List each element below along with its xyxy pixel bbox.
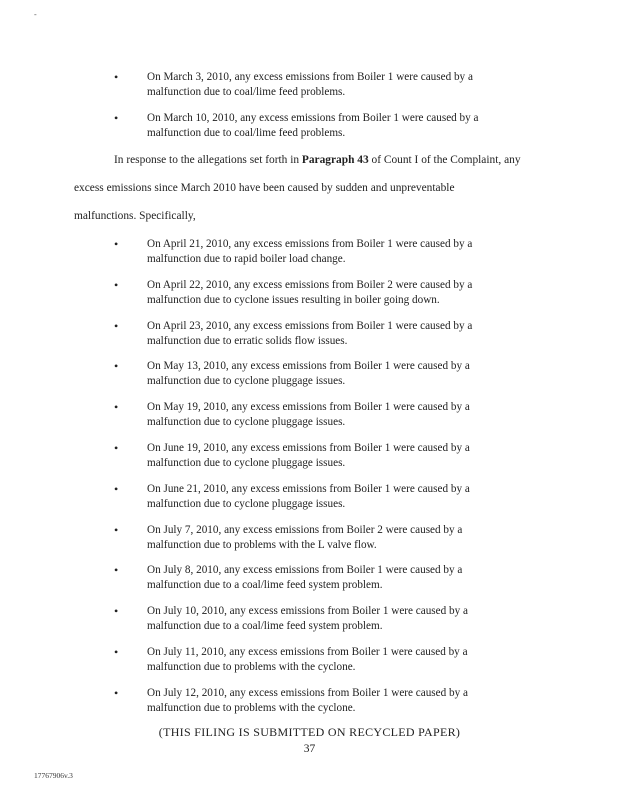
list-item-line: On July 7, 2010, any excess emissions from Boiler 2 were caused by a [147,523,463,536]
corner-mark: - [34,10,37,19]
list-item-text [147,686,517,716]
page-number: 37 [303,743,316,755]
bullet-icon: • [114,359,119,374]
list-item-text [147,237,517,267]
list-item [0,400,619,441]
list-item-text [147,482,517,512]
list-item-line: malfunction due to a coal/lime feed system problem. [147,579,383,592]
list-item [0,604,619,645]
list-item-line: On July 11, 2010, any excess emissions from Boiler 1 were caused by a [147,645,468,658]
list-item-text [147,400,517,430]
list-item-line: On July 8, 2010, any excess emissions from Boiler 1 were caused by a [147,564,463,577]
list-item [0,482,619,523]
list-item-line: On April 22, 2010, any excess emissions from Boiler 2 were caused by a [147,278,473,291]
paragraph-line: malfunctions. Specifically, [74,210,196,222]
list-item-line: On June 19, 2010, any excess emissions from Boiler 1 were caused by a [147,441,470,454]
bullet-icon: • [114,644,119,659]
list-item-line: malfunction due to rapid boiler load change. [147,253,346,265]
bullet-icon: • [114,522,119,537]
list-item-text [147,563,517,593]
bullet-icon: • [114,604,119,619]
list-item-line: On July 10, 2010, any excess emissions from Boiler 1 were caused by a [147,605,468,618]
list-item-line: malfunction due to coal/lime feed problems. [147,126,346,139]
bullet-icon: • [114,277,119,292]
list-item-text [147,70,517,100]
list-item-line: malfunction due to cyclone pluggage issues. [147,497,346,510]
list-item [0,563,619,604]
paragraph-text: of Count I of the Complaint, any [368,154,521,166]
list-item-line: malfunction due to cyclone pluggage issues. [147,416,346,429]
footer-recycled-notice: (THIS FILING IS SUBMITTED ON RECYCLED PAPER) [158,725,461,739]
list-item-line: malfunction due to cyclone pluggage issues. [147,456,346,469]
list-item [0,70,619,111]
paragraph-line [74,153,544,168]
list-item [0,441,619,482]
list-item [0,359,619,400]
paragraph-text: In response to the allegations set forth in [114,154,302,166]
list-item-line: On May 19, 2010, any excess emissions from Boiler 1 were caused by a [147,401,470,414]
list-item-text [147,359,517,389]
bullet-icon: • [114,70,119,84]
bullet-icon: • [114,685,119,700]
list-item-line: malfunction due to problems with the L valve flow. [147,538,377,551]
bullet-list-march [0,70,619,152]
list-item-line: On April 21, 2010, any excess emissions from Boiler 1 were caused by a [147,238,473,250]
document-id: 17767906v.3 [34,771,73,780]
bullet-icon: • [114,318,119,333]
list-item-line: malfunction due to erratic solids flow issues. [147,334,348,347]
list-item-text [147,111,517,141]
list-item [0,645,619,686]
bullet-icon: • [114,481,119,496]
list-item-line: malfunction due to coal/lime feed problems. [147,86,346,98]
list-item [0,237,619,278]
paragraph-reference: Paragraph 43 [301,154,369,166]
list-item-line: On March 10, 2010, any excess emissions from Boiler 1 were caused by a [147,111,479,124]
paragraph-line: excess emissions since March 2010 have been caused by sudden and unpreventable [74,182,455,194]
list-item-text [147,441,517,471]
list-item-line: malfunction due to a coal/lime feed system problem. [147,620,383,633]
list-item-line: malfunction due to cyclone issues resulting in boiler going down. [147,293,440,306]
list-item [0,319,619,360]
list-item-line: malfunction due to cyclone pluggage issues. [147,375,346,388]
bullet-icon: • [114,440,119,455]
list-item-text [147,604,517,634]
list-item-text [147,319,517,349]
list-item [0,523,619,564]
list-item-line: On May 13, 2010, any excess emissions from Boiler 1 were caused by a [147,360,470,373]
list-item-line: On March 3, 2010, any excess emissions from Boiler 1 were caused by a [147,71,473,83]
list-item-text [147,523,517,553]
list-item [0,111,619,152]
list-item-line: On June 21, 2010, any excess emissions from Boiler 1 were caused by a [147,482,470,495]
list-item [0,278,619,319]
list-item-line: malfunction due to problems with the cyclone. [147,660,356,673]
list-item [0,686,619,727]
bullet-icon: • [114,400,119,415]
list-item-line: On July 12, 2010, any excess emissions from Boiler 1 were caused by a [147,686,468,699]
list-item-text [147,278,517,308]
bullet-icon: • [114,110,119,125]
bullet-icon: • [114,237,119,251]
bullet-list-malfunctions [0,237,619,727]
list-item-line: malfunction due to problems with the cyclone. [147,701,356,714]
list-item-text [147,645,517,675]
bullet-icon: • [114,563,119,578]
list-item-line: On April 23, 2010, any excess emissions from Boiler 1 were caused by a [147,319,473,332]
